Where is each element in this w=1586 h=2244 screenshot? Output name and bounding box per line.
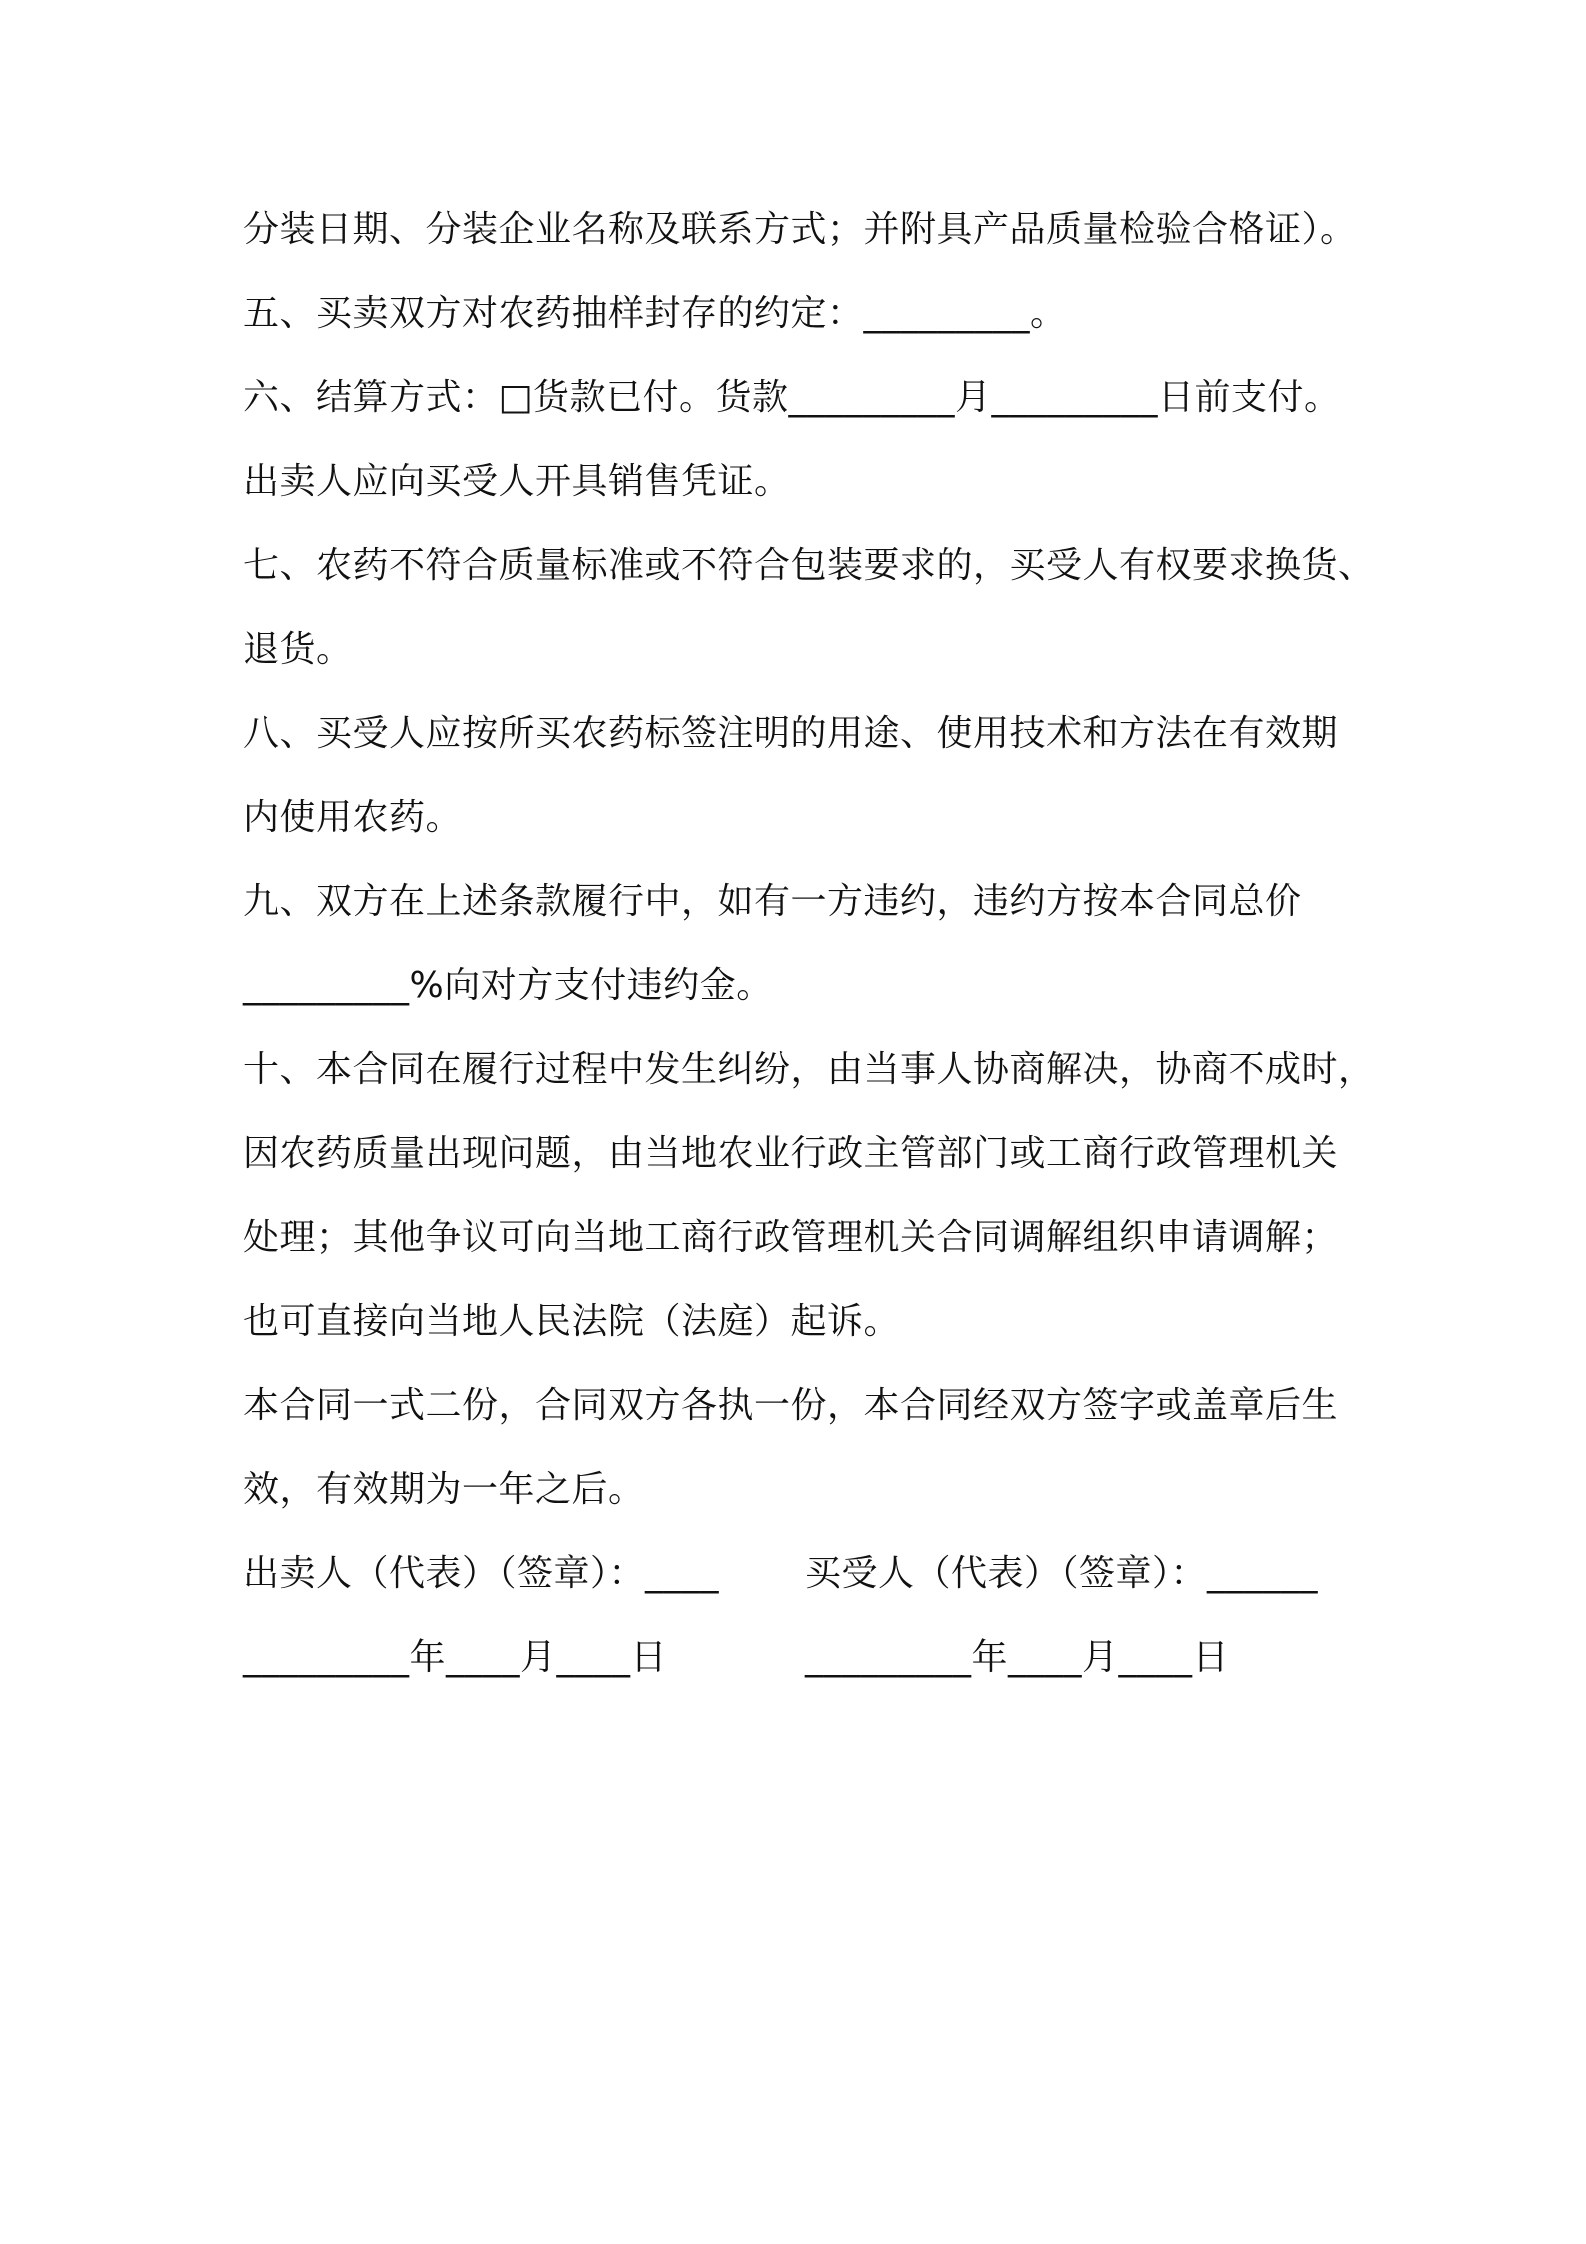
clause-6: 六、结算方式：□货款已付。货款_________月_________日前支付。 (243, 377, 1341, 418)
clause-7: 七、农药不符合质量标准或不符合包装要求的，买受人有权要求换货、 (243, 545, 1375, 586)
buyer-signature-label: 买受人（代表）（签章）：______ (805, 1553, 1319, 1594)
clause-10: 十、本合同在履行过程中发生纠纷，由当事人协商解决，协商不成时， (243, 1049, 1375, 1090)
clause-8: 八、买受人应按所买农药标签注明的用途、使用技术和方法在有效期 (243, 713, 1339, 754)
copies-clause-continuation: 效，有效期为一年之后。 (243, 1469, 645, 1510)
clause-9-continuation: _________%向对方支付违约金。 (243, 965, 773, 1006)
clause-10-continuation-2: 处理；其他争议可向当地工商行政管理机关合同调解组织申请调解； (243, 1217, 1339, 1258)
clause-4-continuation: 分装日期、分装企业名称及联系方式；并附具产品质量检验合格证）。 (243, 209, 1357, 250)
clause-7-continuation: 退货。 (243, 629, 353, 670)
clause-9: 九、双方在上述条款履行中，如有一方违约，违约方按本合同总价 (243, 881, 1302, 922)
clause-10-continuation-3: 也可直接向当地人民法院（法庭）起诉。 (243, 1301, 901, 1342)
clause-6-continuation: 出卖人应向买受人开具销售凭证。 (243, 461, 791, 502)
copies-clause: 本合同一式二份，合同双方各执一份，本合同经双方签字或盖章后生 (243, 1385, 1339, 1426)
buyer-date: _________年____月____日 (805, 1637, 1229, 1678)
clause-8-continuation: 内使用农药。 (243, 797, 463, 838)
clause-10-continuation-1: 因农药质量出现问题，由当地农业行政主管部门或工商行政管理机关 (243, 1133, 1339, 1174)
seller-signature-label: 出卖人（代表）（签章）：____ (243, 1553, 720, 1594)
seller-date: _________年____月____日 (243, 1637, 667, 1678)
clause-5: 五、买卖双方对农药抽样封存的约定：_________。 (243, 293, 1067, 334)
